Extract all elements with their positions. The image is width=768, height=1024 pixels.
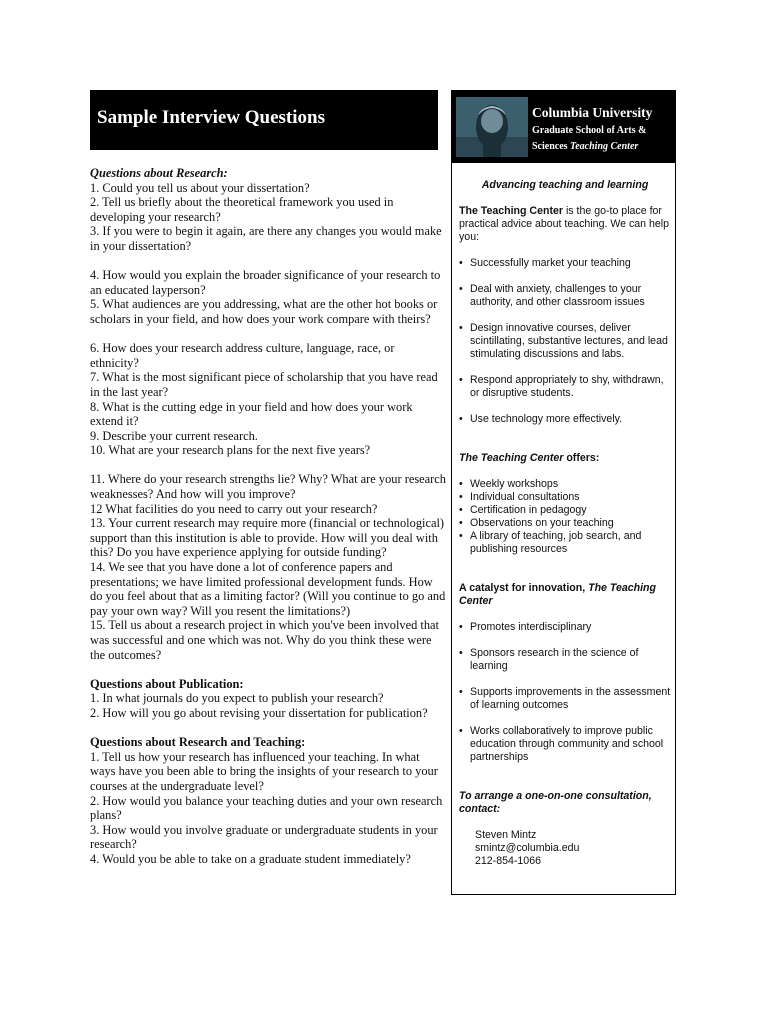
question: 11. Where do your research strengths lie? Why? What are your research weaknesses? And how will you improve?	[90, 472, 446, 502]
section-heading-research: Questions about Research:	[90, 166, 228, 180]
school-line-1: Graduate School of Arts &	[532, 125, 647, 136]
question: 12 What facilities do you need to carry out your research?	[90, 501, 378, 516]
questions-column	[90, 166, 446, 867]
help-item: • Deal with anxiety, challenges to your authority, and other classroom issues	[459, 283, 645, 308]
contact-block	[459, 829, 671, 868]
question: 1. In what journals do you expect to publish your research?	[90, 691, 384, 706]
catalyst-item: • Works collaboratively to improve public education through community and school partnerships	[459, 725, 664, 763]
catalyst-item: • Sponsors research in the science of learning	[459, 647, 639, 672]
contact-email[interactable]: smintz@columbia.edu	[475, 842, 580, 854]
offer-item: • Weekly workshops	[459, 478, 559, 490]
help-item: • Use technology more effectively.	[459, 413, 623, 425]
question: 1. Could you tell us about your dissertation?	[90, 180, 310, 195]
page-title: Sample Interview Questions	[97, 107, 325, 128]
teaching-center-sidebar	[451, 90, 676, 895]
school-line-2a: Sciences	[532, 141, 571, 152]
tagline: Advancing teaching and learning	[481, 179, 649, 191]
catalyst-item: • Promotes interdisciplinary	[459, 621, 592, 633]
logo-text	[532, 105, 652, 153]
arrange-heading: To arrange a one-on-one consultation, contact:	[459, 790, 652, 815]
help-item: • Successfully market your teaching	[459, 257, 631, 269]
section-heading-research-teaching: Questions about Research and Teaching:	[90, 735, 306, 750]
title-banner	[90, 90, 438, 150]
help-item: • Respond appropriately to shy, withdrawn, or disruptive students.	[459, 374, 664, 399]
question: 10. What are your research plans for the next five years?	[90, 443, 371, 458]
offer-item: • Certification in pedagogy	[459, 504, 587, 516]
help-item: • Design innovative courses, deliver scintillating, substantive lectures, and lead stimulating discussions and labs.	[459, 322, 668, 360]
question: 14. We see that you have done a lot of conference papers and presentations; we have limited professional development funds. How do you feel about that as a limiting factor? (Will you continue to go and pay your own way? Will you resent the limitations?)	[90, 560, 446, 618]
question: 1. Tell us how your research has influenced your teaching. In what ways have you been able to bring the insights of your research to your courses at the undergraduate level?	[90, 749, 438, 793]
alma-mater-statue-logo	[456, 97, 528, 157]
teaching-center-name: Teaching Center	[570, 141, 639, 152]
logo-banner	[452, 91, 675, 163]
question: 2. How would you balance your teaching duties and your own research plans?	[90, 793, 443, 823]
question: 6. How does your research address culture, language, race, or ethnicity?	[90, 341, 395, 370]
intro-paragraph: The Teaching Center is the go-to place for practical advice about teaching. We can help you:	[459, 205, 670, 243]
offer-item: • A library of teaching, job search, and publishing resources	[459, 530, 642, 555]
question: 7. What is the most significant piece of scholarship that you have read in the last year?	[90, 370, 438, 399]
offer-item: • Individual consultations	[459, 491, 580, 503]
question: 4. Would you be able to take on a graduate student immediately?	[90, 851, 411, 866]
sidebar-body	[459, 179, 671, 868]
contact-phone: 212-854-1066	[475, 855, 541, 867]
catalyst-heading: A catalyst for innovation, The Teaching Center	[459, 582, 656, 607]
offers-heading: The Teaching Center offers:	[459, 452, 600, 464]
question: 5. What audiences are you addressing, what are the other hot books or scholars in your field, and how does your work compare with theirs?	[90, 297, 438, 326]
catalyst-item: • Supports improvements in the assessment of learning outcomes	[459, 686, 671, 711]
offer-item: • Observations on your teaching	[459, 517, 614, 529]
university-name: Columbia University	[532, 105, 653, 120]
question: 3. If you were to begin it again, are there any changes you would make in your dissertation?	[90, 224, 442, 253]
question: 15. Tell us about a research project in which you've been involved that was successful and one which was not. Why do you think these were the outcomes?	[90, 618, 439, 662]
question: 3. How would you involve graduate or undergraduate students in your research?	[90, 822, 438, 852]
question: 2. Tell us briefly about the theoretical framework you used in developing your research?	[90, 195, 394, 224]
question: 9. Describe your current research.	[90, 428, 258, 443]
contact-name: Steven Mintz	[475, 829, 537, 841]
question: 13. Your current research may require more (financial or technological) support than this institution is able to provide. How will you deal with this? Do you have experience applying for outside funding?	[90, 516, 445, 560]
question: 4. How would you explain the broader significance of your research to an educated layperson?	[90, 268, 441, 297]
section-heading-publication: Questions about Publication:	[90, 676, 244, 691]
question: 8. What is the cutting edge in your field and how does your work extend it?	[90, 399, 413, 429]
question: 2. How will you go about revising your dissertation for publication?	[90, 705, 428, 720]
